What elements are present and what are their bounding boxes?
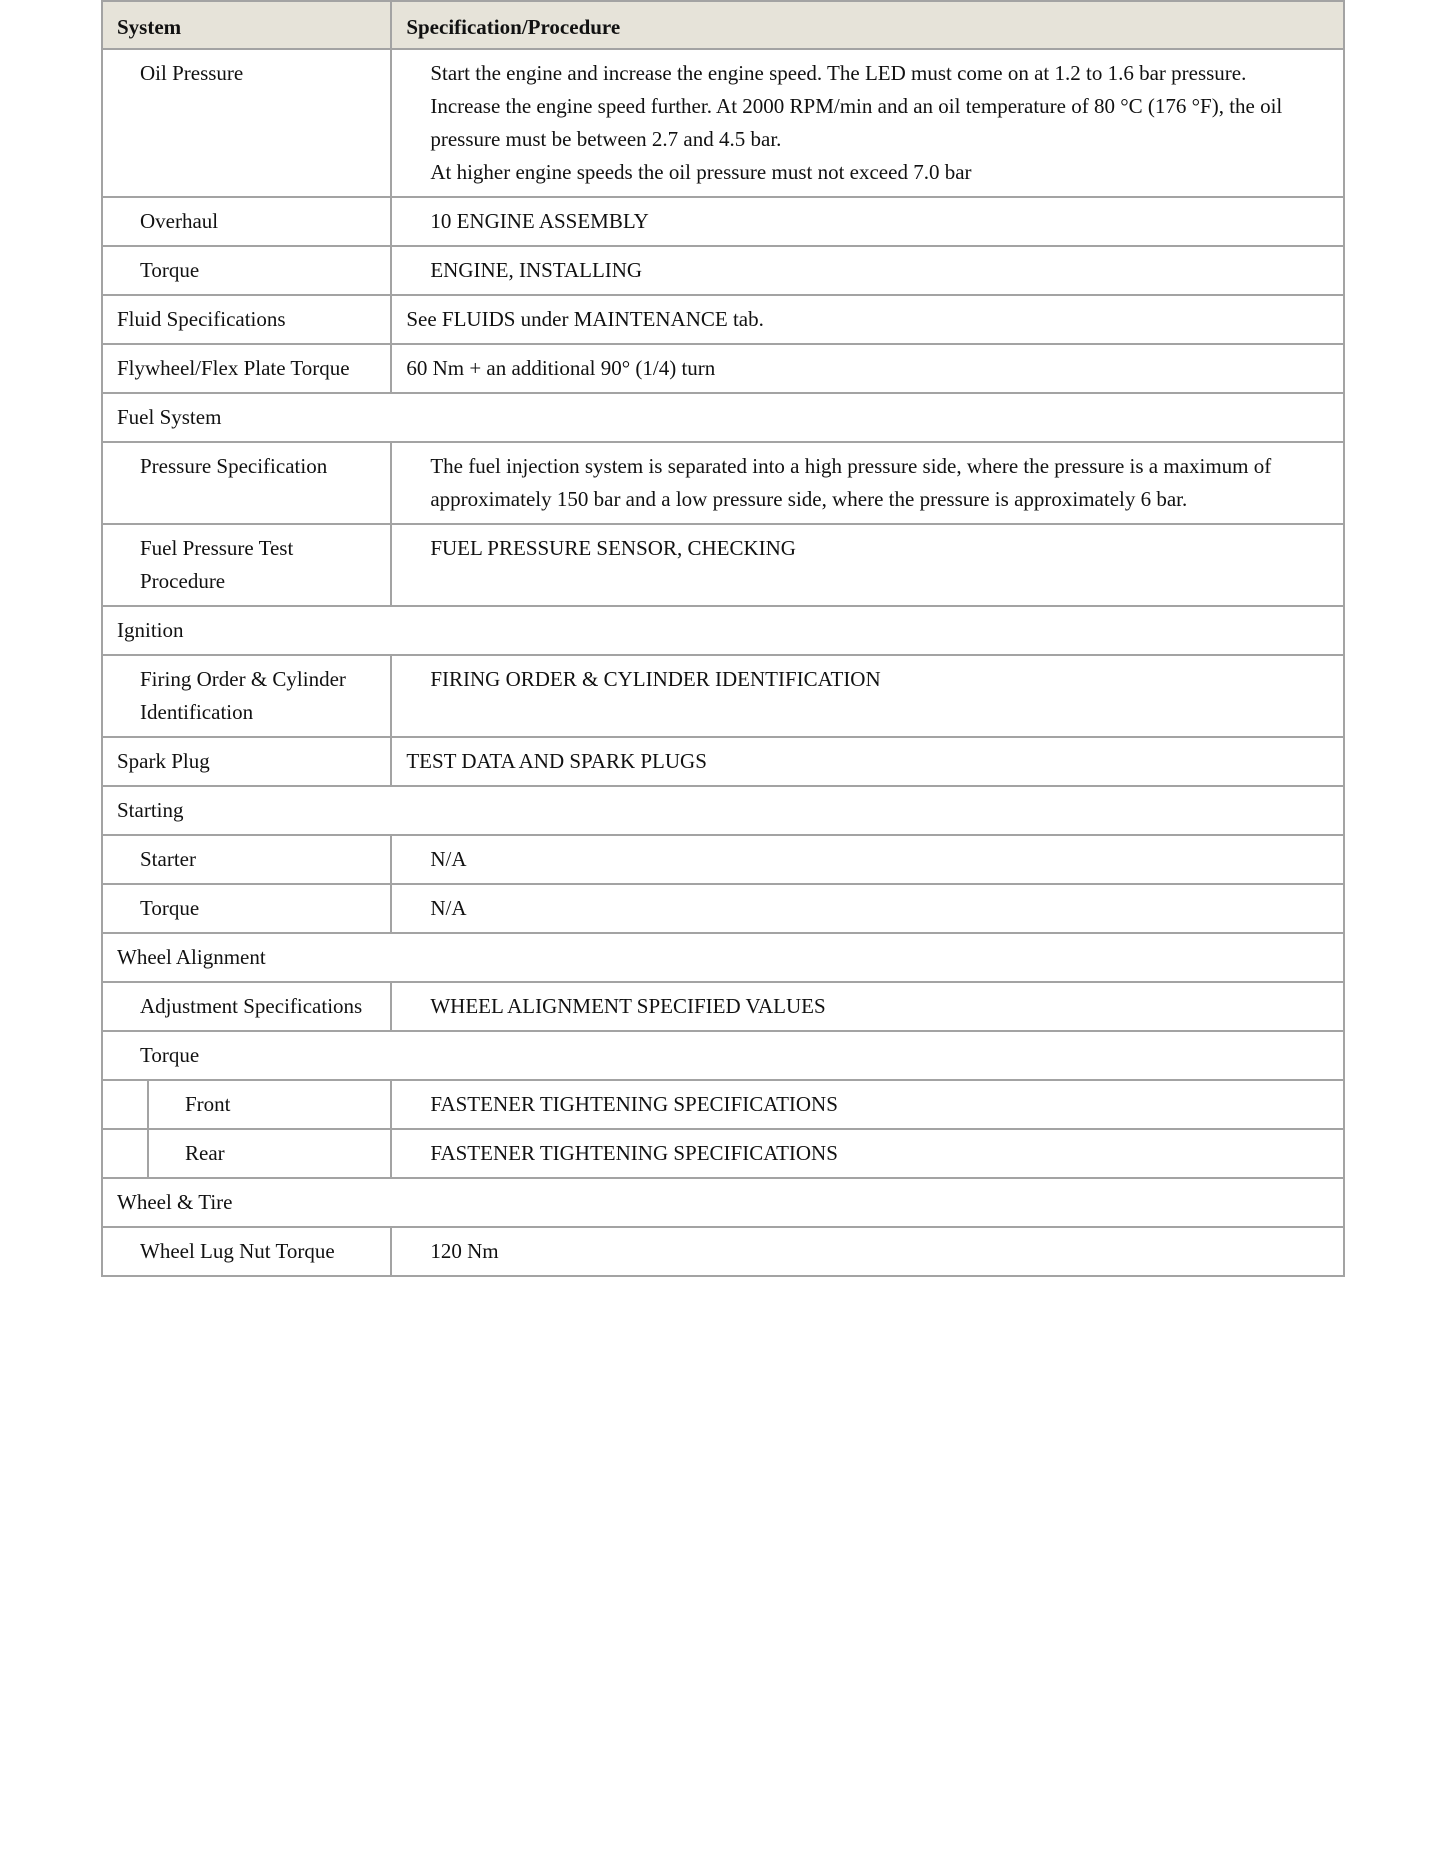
table-row	[102, 197, 1344, 246]
row-label-flywheel-torque: Flywheel/Flex Plate Torque	[102, 344, 391, 393]
table-row	[102, 655, 1344, 737]
row-label-adjustment-specs: Adjustment Specifications	[102, 982, 391, 1031]
table-row	[102, 1227, 1344, 1276]
row-spec-flywheel-torque: 60 Nm + an additional 90° (1/4) turn	[391, 344, 1344, 393]
indent-spacer	[102, 1080, 148, 1129]
table-row	[102, 884, 1344, 933]
row-spec-firing-order[interactable]: FIRING ORDER & CYLINDER IDENTIFICATION	[391, 655, 1344, 737]
row-label-front: Front	[148, 1080, 391, 1129]
row-label-fuel-pressure-test: Fuel Pressure Test Procedure	[102, 524, 391, 606]
row-spec-overhaul[interactable]: 10 ENGINE ASSEMBLY	[391, 197, 1344, 246]
indent-spacer	[102, 1129, 148, 1178]
oil-pressure-line-3: At higher engine speeds the oil pressure must not exceed 7.0 bar	[430, 160, 972, 184]
oil-pressure-line-1: Start the engine and increase the engine speed. The LED must come on at 1.2 to 1.6 bar pressure.	[430, 61, 1247, 85]
subsection-alignment-torque: Torque	[102, 1031, 1344, 1080]
row-spec-starter: N/A	[391, 835, 1344, 884]
section-row	[102, 606, 1344, 655]
table-row	[102, 344, 1344, 393]
table-row	[102, 737, 1344, 786]
subsection-row	[102, 1031, 1344, 1080]
row-spec-fuel-pressure-test[interactable]: FUEL PRESSURE SENSOR, CHECKING	[391, 524, 1344, 606]
table-row	[102, 835, 1344, 884]
row-label-rear: Rear	[148, 1129, 391, 1178]
row-label-spark-plug: Spark Plug	[102, 737, 391, 786]
row-label-lug-nut-torque: Wheel Lug Nut Torque	[102, 1227, 391, 1276]
row-spec-lug-nut-torque: 120 Nm	[391, 1227, 1344, 1276]
table-row	[102, 295, 1344, 344]
header-system: System	[102, 1, 391, 49]
section-fuel-system: Fuel System	[102, 393, 1344, 442]
row-label-starting-torque: Torque	[102, 884, 391, 933]
table-row	[102, 246, 1344, 295]
row-spec-adjustment-specs[interactable]: WHEEL ALIGNMENT SPECIFIED VALUES	[391, 982, 1344, 1031]
section-row	[102, 393, 1344, 442]
section-row	[102, 1178, 1344, 1227]
row-spec-oil-pressure	[391, 49, 1344, 197]
row-label-pressure-specification: Pressure Specification	[102, 442, 391, 524]
table-row	[102, 982, 1344, 1031]
section-starting: Starting	[102, 786, 1344, 835]
row-label-starter: Starter	[102, 835, 391, 884]
table-row	[102, 1080, 1344, 1129]
section-wheel-alignment: Wheel Alignment	[102, 933, 1344, 982]
oil-pressure-line-2: Increase the engine speed further. At 2000 RPM/min and an oil temperature of 80 °C (176 °F), the oil pressure must be between 2.7 and 4.5 bar.	[430, 94, 1283, 151]
header-specification: Specification/Procedure	[391, 1, 1344, 49]
row-spec-engine-torque[interactable]: ENGINE, INSTALLING	[391, 246, 1344, 295]
table-header-row	[102, 1, 1344, 49]
row-label-firing-order: Firing Order & Cylinder Identification	[102, 655, 391, 737]
table-row	[102, 49, 1344, 197]
section-wheel-tire: Wheel & Tire	[102, 1178, 1344, 1227]
table-row	[102, 1129, 1344, 1178]
row-label-engine-torque: Torque	[102, 246, 391, 295]
section-row	[102, 933, 1344, 982]
row-label-overhaul: Overhaul	[102, 197, 391, 246]
row-spec-pressure-specification: The fuel injection system is separated into a high pressure side, where the pressure is a maximum of approximately 150 bar and a low pressure side, where the pressure is approximately 6 bar.	[391, 442, 1344, 524]
section-ignition: Ignition	[102, 606, 1344, 655]
row-spec-rear[interactable]: FASTENER TIGHTENING SPECIFICATIONS	[391, 1129, 1344, 1178]
section-row	[102, 786, 1344, 835]
specification-table	[101, 0, 1345, 1277]
table-row	[102, 442, 1344, 524]
row-spec-front[interactable]: FASTENER TIGHTENING SPECIFICATIONS	[391, 1080, 1344, 1129]
row-label-fluid-specifications: Fluid Specifications	[102, 295, 391, 344]
row-spec-fluid-specifications: See FLUIDS under MAINTENANCE tab.	[391, 295, 1344, 344]
row-spec-spark-plug[interactable]: TEST DATA AND SPARK PLUGS	[391, 737, 1344, 786]
row-label-oil-pressure: Oil Pressure	[102, 49, 391, 197]
table-row	[102, 524, 1344, 606]
row-spec-starting-torque: N/A	[391, 884, 1344, 933]
